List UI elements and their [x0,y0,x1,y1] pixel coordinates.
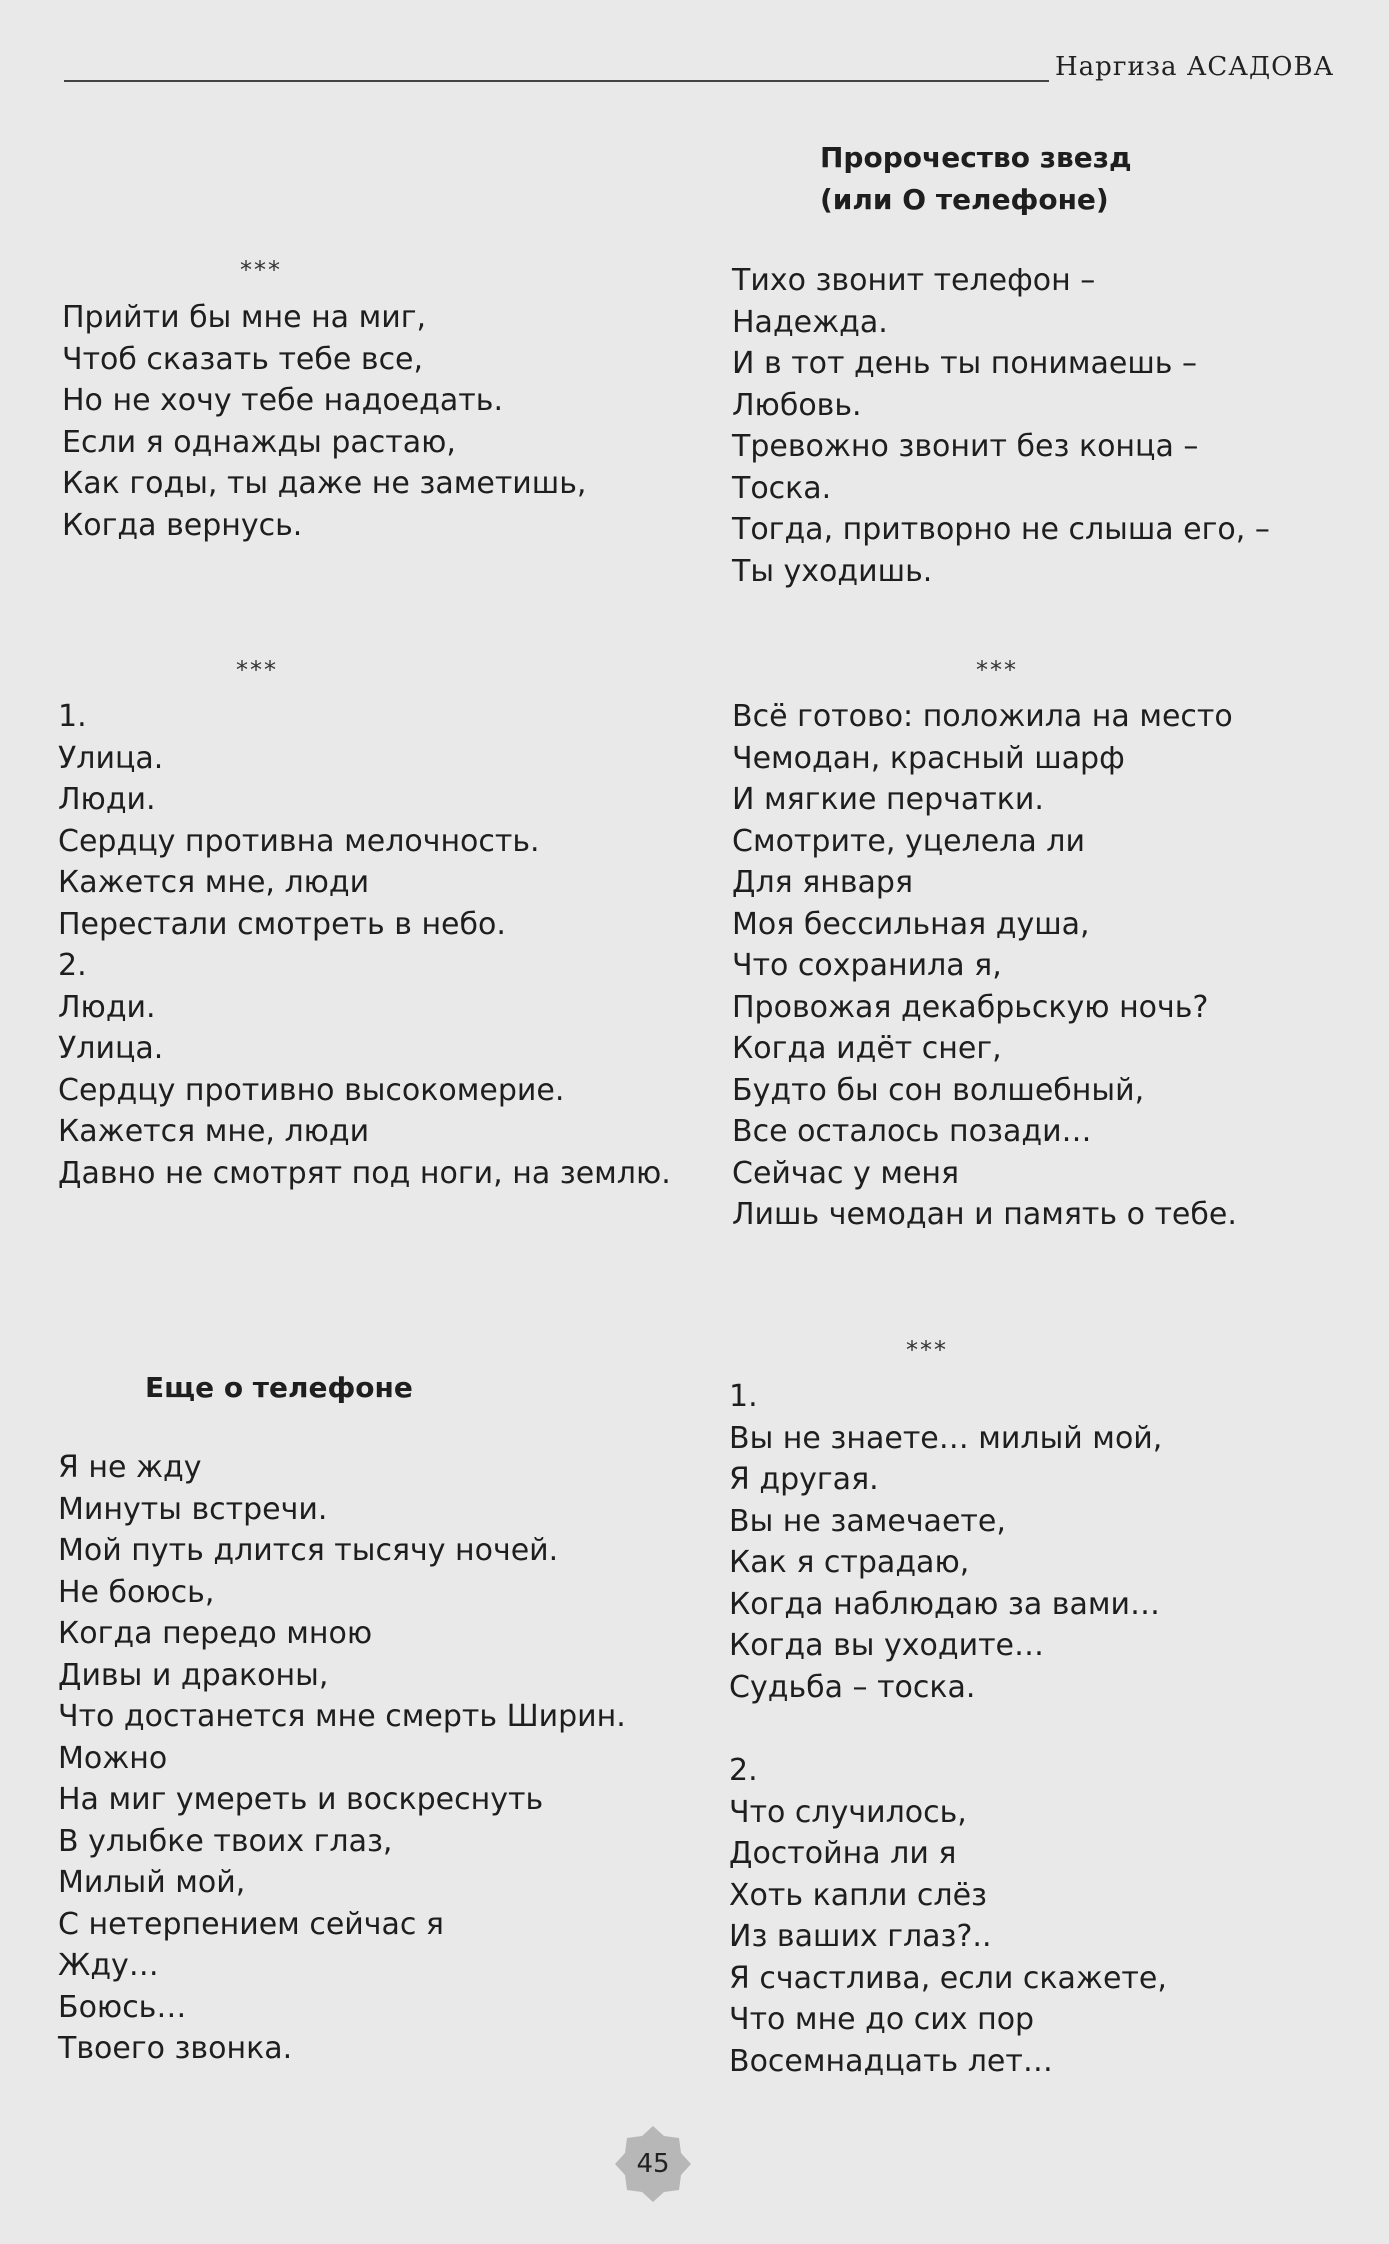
poem-line: Как я страдаю, [729,1545,970,1580]
poem-body [732,260,1270,592]
poem-line: Надежда. [732,304,888,340]
poem-line: Жду… [58,1948,159,1983]
poem-line: Когда наблюдаю за вами… [729,1586,1160,1622]
poem-title [820,138,1132,221]
poem-line: Когда вы уходите… [729,1628,1045,1663]
poem-line: Сердцу противно высокомерие. [58,1072,565,1108]
poem-line: Милый мой, [58,1865,246,1900]
poem-line: В улыбке твоих глаз, [58,1823,393,1859]
poem-line: Восемнадцать лет… [729,2043,1053,2079]
poem-line: Что мне до сих пор [729,2002,1035,2037]
page-number: 45 [636,2149,670,2179]
poem-line: Как годы, ты даже не заметишь, [62,466,587,501]
poem-line: Улица. [58,1031,164,1066]
poem-separator-stars: *** [236,656,278,684]
poem-line: Когда вернусь. [62,507,303,543]
poem-line: Тихо звонит телефон – [732,263,1096,298]
poem-line: Можно [58,1740,168,1776]
poem-body [58,696,671,1194]
poem-line: Смотрите, уцелела ли [732,823,1085,859]
poem-line: Твоего звонка. [58,2031,293,2066]
poem-line: Кажется мне, люди [58,1114,370,1149]
poem-line: Для января [732,865,914,900]
poem-line: Я счастлива, если скажете, [729,1960,1167,1996]
poem-body [62,297,586,546]
poem-line: Мой путь длится тысячу ночей. [58,1533,559,1568]
poem-line: Люди. [58,782,156,817]
poem-line: Любовь. [732,387,862,423]
header-rule [64,80,1049,82]
poem-separator-stars: *** [906,1336,948,1364]
poem-line: Чтоб сказать тебе все, [62,341,424,377]
poem-line: И в тот день ты понимаешь – [732,346,1197,381]
poem-line: Но не хочу тебе надоедать. [62,383,503,418]
poem-line: Прийти бы мне на миг, [62,300,427,335]
poem-line: Всё готово: положила на место [732,699,1233,734]
poem-line: Сейчас у меня [732,1155,960,1191]
poem-line: Что сохранила я, [732,948,1002,983]
poem-line: Что достанется мне смерть Ширин. [58,1699,626,1734]
poem-body-part-2 [729,1750,1167,2082]
poem-line: Тоска. [732,470,832,506]
poem-line: Перестали смотреть в небо. [58,906,506,942]
poem-line: Когда идёт снег, [732,1031,1002,1066]
poem-line: 2. [729,1753,758,1788]
poem-line: Минуты встречи. [58,1491,328,1527]
poem-line: Вы не замечаете, [729,1503,1006,1539]
poem-line: 1. [58,699,87,734]
poem-line: Люди. [58,989,156,1025]
poem-line: Провожая декабрьскую ночь? [732,989,1209,1025]
poem-line: 2. [58,948,87,983]
poem-line: Улица. [58,740,164,776]
poem-line: Если я однажды растаю, [62,424,456,460]
poem-line: Ты уходишь. [732,553,933,589]
poem-line: Когда передо мною [58,1616,373,1651]
poem-line: Судьба – тоска. [729,1669,976,1705]
poem-line: Достойна ли я [729,1836,957,1871]
poem-line: Хоть капли слёз [729,1877,988,1913]
poem-separator-stars: *** [976,656,1018,684]
poem-line: Будто бы сон волшебный, [732,1072,1145,1108]
poem-line: На миг умереть и воскреснуть [58,1782,544,1817]
poem-line: Чемодан, красный шарф [732,740,1125,776]
running-header-author: Наргиза АСАДОВА [1055,52,1335,82]
poem-body-part-1 [729,1376,1162,1708]
poem-line: Боюсь… [58,1989,187,2025]
poem-line: С нетерпением сейчас я [58,1906,444,1942]
poem-line: И мягкие перчатки. [732,782,1044,817]
poem-title: Еще о телефоне [145,1371,413,1404]
poem-line: Давно не смотрят под ноги, на землю. [58,1155,671,1191]
poem-line: Дивы и драконы, [58,1657,329,1693]
poem-line: Я другая. [729,1462,879,1497]
poem-line: Тогда, притворно не слыша его, – [732,512,1270,547]
poem-line: Все осталось позади… [732,1114,1092,1149]
poem-line: Сердцу противна мелочность. [58,823,540,859]
poem-line: (или О телефоне) [820,182,1109,216]
poem-line: Из ваших глаз?.. [729,1919,992,1954]
poem-line: Пророчество звезд [820,141,1132,174]
poem-line: Не боюсь, [58,1574,215,1610]
poem-line: Что случилось, [729,1794,967,1830]
poem-body [732,696,1237,1236]
poem-line: Лишь чемодан и память о тебе. [732,1197,1237,1232]
poem-separator-stars: *** [240,256,282,284]
poem-line: Тревожно звонит без конца – [732,429,1199,464]
poem-line: Кажется мне, люди [58,865,370,900]
poem-line: Моя бессильная душа, [732,906,1090,942]
poem-line: 1. [729,1379,758,1414]
poem-line: Я не жду [58,1450,202,1485]
poem-line: Вы не знаете… милый мой, [729,1420,1163,1456]
poem-body [58,1447,626,2070]
